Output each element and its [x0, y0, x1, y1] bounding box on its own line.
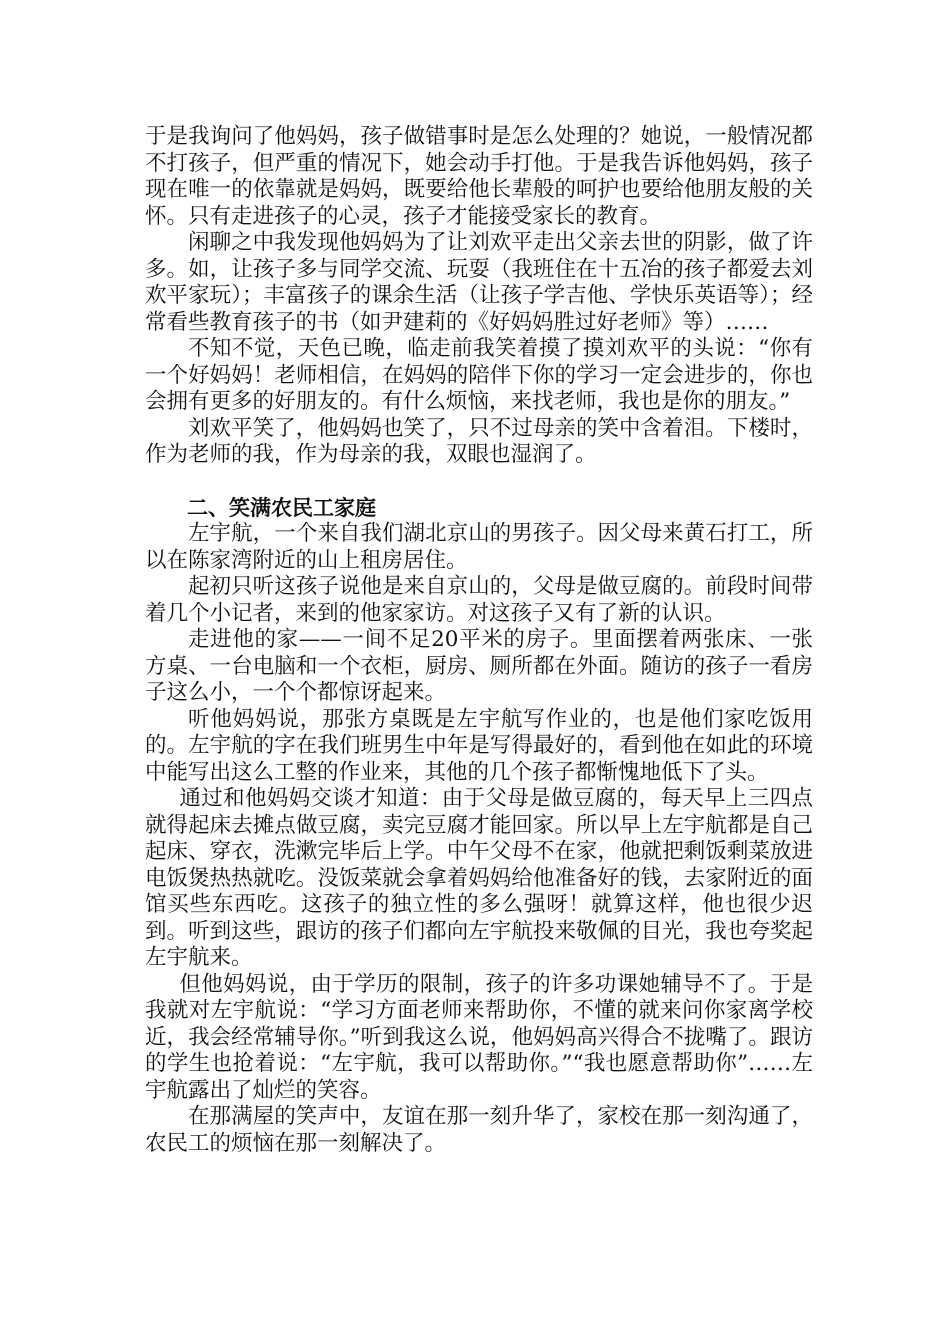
- paragraph: 左宇航，一个来自我们湖北京山的男孩子。因父母来黄石打工，所以在陈家湾附近的山上租房居住。: [145, 521, 813, 573]
- section-heading: 二、笑满农民工家庭: [187, 495, 376, 520]
- section-spacer: [145, 469, 813, 495]
- paragraph: 走进他的家——一间不足20平米的房子。里面摆着两张床、一张方桌、一台电脑和一个衣柜，厨房、厕所都在外面。随访的孩子一看房子这么小，一个个都惊讶起来。: [145, 627, 813, 705]
- paragraph: 于是我询问了他妈妈，孩子做错事时是怎么处理的？她说，一般情况都不打孩子，但严重的情况下，她会动手打他。于是我告诉他妈妈，孩子现在唯一的依靠就是妈妈，既要给他长辈般的呵护也要给他朋友般的关怀。只有走进孩子的心灵，孩子才能接受家长的教育。: [145, 124, 813, 229]
- document-body: [145, 124, 813, 1157]
- paragraph: 刘欢平笑了，他妈妈也笑了，只不过母亲的笑中含着泪。下楼时，作为老师的我，作为母亲的我，双眼也湿润了。: [145, 415, 813, 467]
- paragraph: 听他妈妈说，那张方桌既是左宇航写作业的，也是他们家吃饭用的。左宇航的字在我们班男生中年是写得最好的，看到他在如此的环境中能写出这么工整的作业来，其他的几个孩子都惭愧地低下了头。: [145, 706, 813, 785]
- paragraph: 不知不觉，天色已晚，临走前我笑着摸了摸刘欢平的头说：“你有一个好妈妈！老师相信，在妈妈的陪伴下你的学习一定会进步的，你也会拥有更多的好朋友的。有什么烦恼，来找老师，我也是你的朋友。”: [145, 336, 813, 414]
- paragraph: 起初只听这孩子说他是来自京山的，父母是做豆腐的。前段时间带着几个小记者，来到的他家家访。对这孩子又有了新的认识。: [145, 574, 813, 626]
- paragraph: 通过和他妈妈交谈才知道：由于父母是做豆腐的，每天早上三四点就得起床去摊点做豆腐，卖完豆腐才能回家。所以早上左宇航都是自己起床、穿衣，洗漱完毕后上学。中午父母不在家，他就把剩饭剩菜放进电饭煲热热就吃。没饭菜就会拿着妈妈给他准备好的钱，去家附近的面馆买些东西吃。这孩子的独立性的多么强呀！就算这样，他也很少迟到。听到这些，跟访的孩子们都向左宇航投来敬佩的目光，我也夸奖起左宇航来。: [145, 786, 813, 970]
- paragraph: 但他妈妈说，由于学历的限制，孩子的许多功课她辅导不了。于是我就对左宇航说：“学习方面老师来帮助你，不懂的就来问你家离学校近，我会经常辅导你。”听到我这么说，他妈妈高兴得合不拢嘴了。跟访的学生也抢着说：“左宇航，我可以帮助你。”“我也愿意帮助你”……左宇航露出了灿烂的笑容。: [145, 971, 813, 1103]
- paragraph: 闲聊之中我发现他妈妈为了让刘欢平走出父亲去世的阴影，做了许多。如，让孩子多与同学交流、玩耍（我班住在十五冶的孩子都爱去刘欢平家玩）；丰富孩子的课余生活（让孩子学吉他、学快乐英语等）；经常看些教育孩子的书（如尹建莉的《好妈妈胜过好老师》等）……: [145, 230, 813, 335]
- paragraph: 在那满屋的笑声中，友谊在那一刻升华了，家校在那一刻沟通了，农民工的烦恼在那一刻解决了。: [145, 1104, 813, 1156]
